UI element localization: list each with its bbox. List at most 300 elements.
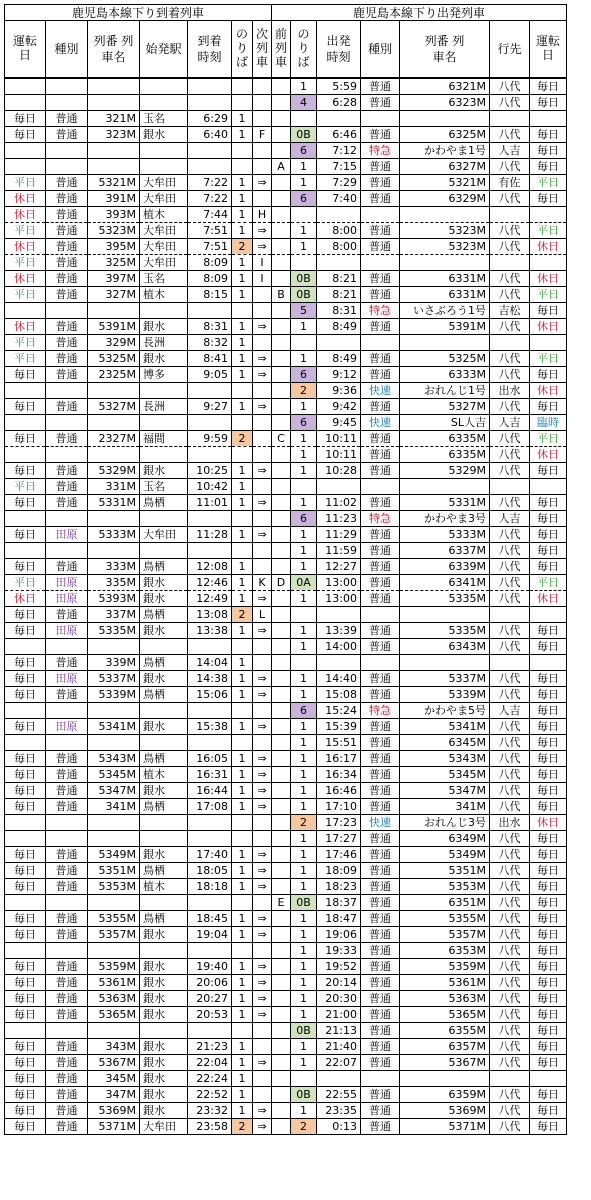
- table-row: [5, 1023, 567, 1039]
- dep-time-cell: 10:11: [317, 447, 361, 463]
- arr-train-cell: 5335M: [88, 623, 140, 639]
- dep-train-cell: [400, 111, 490, 127]
- dep-train-cell: [400, 607, 490, 623]
- dest-cell: 八代: [490, 831, 530, 847]
- dep-day-cell: 毎日: [530, 159, 567, 175]
- dep-day-cell: 毎日: [530, 895, 567, 911]
- next-train-cell: ⇒: [253, 671, 272, 687]
- dep-platform-cell: 2: [291, 383, 317, 399]
- next-train-cell: [253, 95, 272, 111]
- arr-train-cell: 5369M: [88, 1103, 140, 1119]
- arr-day-cell: [5, 639, 46, 655]
- dest-cell: [490, 1071, 530, 1087]
- arr-platform-cell: 1: [232, 783, 253, 799]
- dep-platform-cell: 6: [291, 703, 317, 719]
- dep-type-cell: 普通: [361, 783, 400, 799]
- dest-cell: 八代: [490, 911, 530, 927]
- arr-origin-cell: 鳥栖: [140, 655, 188, 671]
- dep-type-cell: 普通: [361, 719, 400, 735]
- arr-time-cell: 23:58: [188, 1119, 232, 1135]
- arr-train-cell: [88, 639, 140, 655]
- table-row: [5, 207, 567, 223]
- arr-time-cell: 7:44: [188, 207, 232, 223]
- arr-time-cell: [188, 735, 232, 751]
- dep-time-cell: 21:00: [317, 1007, 361, 1023]
- next-train-cell: ⇒: [253, 783, 272, 799]
- prev-train-cell: [272, 703, 291, 719]
- prev-train-cell: [272, 543, 291, 559]
- arr-day-cell: [5, 95, 46, 111]
- dep-type-cell: 普通: [361, 431, 400, 447]
- arr-train-cell: 5323M: [88, 223, 140, 239]
- prev-train-cell: [272, 191, 291, 207]
- arr-platform-cell: [232, 159, 253, 175]
- next-train-cell: [253, 191, 272, 207]
- dep-train-cell: 5359M: [400, 959, 490, 975]
- dep-type-cell: 普通: [361, 767, 400, 783]
- arr-train-cell: 5329M: [88, 463, 140, 479]
- next-train-cell: [253, 543, 272, 559]
- arr-type-cell: [46, 543, 88, 559]
- arr-train-cell: 335M: [88, 575, 140, 591]
- arr-train-cell: 339M: [88, 655, 140, 671]
- arr-type-cell: 普通: [46, 879, 88, 895]
- arr-time-cell: 7:51: [188, 239, 232, 255]
- arr-train-cell: 2325M: [88, 367, 140, 383]
- prev-train-cell: [272, 255, 291, 271]
- dep-day-cell: 毎日: [530, 831, 567, 847]
- dep-day-cell: 毎日: [530, 863, 567, 879]
- dep-time-cell: 18:37: [317, 895, 361, 911]
- hdr-arr-day: 運転日: [5, 21, 46, 79]
- arr-type-cell: 普通: [46, 863, 88, 879]
- table-row: [5, 863, 567, 879]
- dest-cell: 八代: [490, 527, 530, 543]
- arr-origin-cell: [140, 895, 188, 911]
- dep-day-cell: 毎日: [530, 1023, 567, 1039]
- dep-train-cell: 5367M: [400, 1055, 490, 1071]
- next-train-cell: [253, 383, 272, 399]
- dep-time-cell: 9:12: [317, 367, 361, 383]
- dep-platform-cell: 1: [291, 927, 317, 943]
- dep-platform-cell: 1: [291, 831, 317, 847]
- dep-platform-cell: [291, 111, 317, 127]
- arr-platform-cell: [232, 831, 253, 847]
- arr-day-cell: 毎日: [5, 975, 46, 991]
- arr-origin-cell: 鳥栖: [140, 607, 188, 623]
- dep-day-cell: [530, 335, 567, 351]
- arr-type-cell: 普通: [46, 367, 88, 383]
- dep-train-cell: 6355M: [400, 1023, 490, 1039]
- dep-type-cell: [361, 255, 400, 271]
- dep-type-cell: 普通: [361, 863, 400, 879]
- arr-day-cell: 休日: [5, 271, 46, 287]
- dep-platform-cell: 4: [291, 95, 317, 111]
- arr-platform-cell: [232, 943, 253, 959]
- arr-time-cell: 19:40: [188, 959, 232, 975]
- dest-cell: [490, 607, 530, 623]
- dep-time-cell: 8:00: [317, 223, 361, 239]
- dep-platform-cell: [291, 207, 317, 223]
- table-row: [5, 223, 567, 239]
- dest-cell: 八代: [490, 399, 530, 415]
- arr-day-cell: 毎日: [5, 1119, 46, 1135]
- prev-train-cell: [272, 1055, 291, 1071]
- dep-train-cell: 6321M: [400, 78, 490, 95]
- arr-platform-cell: 1: [232, 1103, 253, 1119]
- arr-platform-cell: 2: [232, 1119, 253, 1135]
- dep-time-cell: 7:29: [317, 175, 361, 191]
- arr-origin-cell: 大牟田: [140, 1119, 188, 1135]
- next-train-cell: [253, 735, 272, 751]
- table-row: [5, 191, 567, 207]
- table-row: [5, 991, 567, 1007]
- table-row: [5, 639, 567, 655]
- table-row: [5, 479, 567, 495]
- next-train-cell: [253, 447, 272, 463]
- arr-day-cell: 平日: [5, 335, 46, 351]
- arr-type-cell: [46, 1023, 88, 1039]
- dest-cell: 八代: [490, 671, 530, 687]
- dep-day-cell: [530, 207, 567, 223]
- dest-cell: 出水: [490, 815, 530, 831]
- dep-day-cell: 毎日: [530, 463, 567, 479]
- dep-type-cell: 普通: [361, 959, 400, 975]
- arr-platform-cell: 1: [232, 335, 253, 351]
- dep-time-cell: [317, 1071, 361, 1087]
- dep-train-cell: 5333M: [400, 527, 490, 543]
- arr-platform-cell: [232, 895, 253, 911]
- arr-time-cell: 23:32: [188, 1103, 232, 1119]
- dep-platform-cell: 1: [291, 687, 317, 703]
- arr-origin-cell: 銀水: [140, 575, 188, 591]
- dep-train-cell: 5351M: [400, 863, 490, 879]
- dep-train-cell: 5335M: [400, 623, 490, 639]
- dep-day-cell: 毎日: [530, 767, 567, 783]
- arr-day-cell: 毎日: [5, 719, 46, 735]
- arr-time-cell: 8:32: [188, 335, 232, 351]
- dep-time-cell: 8:21: [317, 287, 361, 303]
- dep-day-cell: 毎日: [530, 879, 567, 895]
- table-row: [5, 287, 567, 303]
- arr-day-cell: 毎日: [5, 1055, 46, 1071]
- next-train-cell: [253, 78, 272, 95]
- arr-type-cell: [46, 78, 88, 95]
- dep-type-cell: 普通: [361, 1007, 400, 1023]
- arr-time-cell: 13:38: [188, 623, 232, 639]
- next-train-cell: ⇒: [253, 1055, 272, 1071]
- arr-day-cell: 休日: [5, 191, 46, 207]
- dep-type-cell: 普通: [361, 559, 400, 575]
- arr-train-cell: 333M: [88, 559, 140, 575]
- arr-type-cell: 普通: [46, 751, 88, 767]
- table-row: [5, 559, 567, 575]
- arr-train-cell: 391M: [88, 191, 140, 207]
- prev-train-cell: [272, 591, 291, 607]
- arr-origin-cell: 銀水: [140, 351, 188, 367]
- arr-train-cell: 345M: [88, 1071, 140, 1087]
- dest-cell: 八代: [490, 1103, 530, 1119]
- arr-type-cell: [46, 895, 88, 911]
- prev-train-cell: [272, 319, 291, 335]
- arr-origin-cell: [140, 383, 188, 399]
- arr-day-cell: [5, 447, 46, 463]
- arr-type-cell: 普通: [46, 175, 88, 191]
- table-row: [5, 895, 567, 911]
- arr-platform-cell: 1: [232, 1071, 253, 1087]
- arr-day-cell: [5, 303, 46, 319]
- dep-time-cell: [317, 655, 361, 671]
- dep-train-cell: 6341M: [400, 575, 490, 591]
- arr-day-cell: 平日: [5, 287, 46, 303]
- prev-train-cell: [272, 479, 291, 495]
- next-train-cell: [253, 1039, 272, 1055]
- table-row: [5, 415, 567, 431]
- table-row: [5, 703, 567, 719]
- dep-train-cell: 5371M: [400, 1119, 490, 1135]
- arr-day-cell: 毎日: [5, 127, 46, 143]
- header-row: [5, 21, 567, 79]
- arr-origin-cell: 大牟田: [140, 255, 188, 271]
- dep-time-cell: 9:45: [317, 415, 361, 431]
- table-row: [5, 1119, 567, 1135]
- arr-platform-cell: 1: [232, 271, 253, 287]
- table-row: [5, 831, 567, 847]
- dep-train-cell: 6333M: [400, 367, 490, 383]
- dep-time-cell: 23:35: [317, 1103, 361, 1119]
- next-train-cell: ⇒: [253, 399, 272, 415]
- dep-time-cell: 22:55: [317, 1087, 361, 1103]
- arr-time-cell: 13:08: [188, 607, 232, 623]
- arr-origin-cell: 長洲: [140, 335, 188, 351]
- arr-platform-cell: 1: [232, 975, 253, 991]
- arr-day-cell: 休日: [5, 207, 46, 223]
- prev-train-cell: [272, 111, 291, 127]
- prev-train-cell: [272, 143, 291, 159]
- dep-time-cell: [317, 479, 361, 495]
- dep-type-cell: 普通: [361, 351, 400, 367]
- dep-day-cell: 毎日: [530, 303, 567, 319]
- arr-train-cell: 5353M: [88, 879, 140, 895]
- arr-time-cell: 16:31: [188, 767, 232, 783]
- dep-time-cell: 15:51: [317, 735, 361, 751]
- dep-platform-cell: 1: [291, 559, 317, 575]
- table-row: [5, 767, 567, 783]
- dest-cell: 有佐: [490, 175, 530, 191]
- arr-type-cell: 田原: [46, 671, 88, 687]
- prev-train-cell: [272, 1103, 291, 1119]
- arr-platform-cell: 1: [232, 1087, 253, 1103]
- dest-cell: [490, 335, 530, 351]
- next-train-cell: [253, 415, 272, 431]
- prev-train-cell: E: [272, 895, 291, 911]
- next-train-cell: ⇒: [253, 975, 272, 991]
- dep-day-cell: 毎日: [530, 783, 567, 799]
- dep-train-cell: おれんじ3号: [400, 815, 490, 831]
- arr-time-cell: 8:41: [188, 351, 232, 367]
- arr-origin-cell: [140, 943, 188, 959]
- dep-day-cell: [530, 479, 567, 495]
- dep-day-cell: 休日: [530, 271, 567, 287]
- arr-train-cell: 5393M: [88, 591, 140, 607]
- prev-train-cell: D: [272, 575, 291, 591]
- dep-platform-cell: 0A: [291, 575, 317, 591]
- dest-cell: 八代: [490, 639, 530, 655]
- arr-platform-cell: 1: [232, 175, 253, 191]
- dep-day-cell: 毎日: [530, 671, 567, 687]
- arr-day-cell: 毎日: [5, 111, 46, 127]
- table-row: [5, 735, 567, 751]
- dep-train-cell: 5343M: [400, 751, 490, 767]
- arr-platform-cell: 1: [232, 1007, 253, 1023]
- table-row: [5, 671, 567, 687]
- next-train-cell: ⇒: [253, 1103, 272, 1119]
- dep-type-cell: 普通: [361, 1055, 400, 1071]
- arr-platform-cell: 1: [232, 591, 253, 607]
- dep-platform-cell: 1: [291, 239, 317, 255]
- dep-time-cell: 9:36: [317, 383, 361, 399]
- next-train-cell: [253, 815, 272, 831]
- arr-origin-cell: 大牟田: [140, 223, 188, 239]
- arr-time-cell: 11:01: [188, 495, 232, 511]
- prev-train-cell: [272, 799, 291, 815]
- arr-origin-cell: 大牟田: [140, 527, 188, 543]
- next-train-cell: [253, 287, 272, 303]
- arr-origin-cell: 銀水: [140, 1055, 188, 1071]
- dep-time-cell: 21:13: [317, 1023, 361, 1039]
- arr-platform-cell: 1: [232, 127, 253, 143]
- dep-day-cell: 毎日: [530, 559, 567, 575]
- dep-day-cell: 休日: [530, 815, 567, 831]
- arr-train-cell: 5371M: [88, 1119, 140, 1135]
- arr-origin-cell: 大牟田: [140, 191, 188, 207]
- arr-time-cell: [188, 943, 232, 959]
- next-train-cell: H: [253, 207, 272, 223]
- arr-origin-cell: 長洲: [140, 399, 188, 415]
- table-row: [5, 751, 567, 767]
- table-row: [5, 511, 567, 527]
- hdr-arr-type: 種別: [46, 21, 88, 79]
- table-row: [5, 591, 567, 607]
- dest-cell: 八代: [490, 447, 530, 463]
- dep-type-cell: 普通: [361, 927, 400, 943]
- arr-origin-cell: 鳥栖: [140, 799, 188, 815]
- arr-platform-cell: [232, 511, 253, 527]
- dep-train-cell: 5363M: [400, 991, 490, 1007]
- hdr-dep-train: 列番 列車名: [400, 21, 490, 79]
- dest-cell: 八代: [490, 271, 530, 287]
- arr-train-cell: 337M: [88, 607, 140, 623]
- arr-day-cell: 毎日: [5, 527, 46, 543]
- arr-type-cell: 田原: [46, 575, 88, 591]
- table-row: [5, 847, 567, 863]
- dep-platform-cell: 1: [291, 735, 317, 751]
- dep-time-cell: 0:13: [317, 1119, 361, 1135]
- arr-type-cell: 普通: [46, 1007, 88, 1023]
- arr-day-cell: 毎日: [5, 847, 46, 863]
- prev-train-cell: [272, 783, 291, 799]
- dep-day-cell: 毎日: [530, 495, 567, 511]
- dep-type-cell: 普通: [361, 975, 400, 991]
- arr-type-cell: 普通: [46, 463, 88, 479]
- dest-cell: 八代: [490, 223, 530, 239]
- dep-type-cell: 快速: [361, 815, 400, 831]
- next-train-cell: [253, 479, 272, 495]
- dest-cell: 八代: [490, 735, 530, 751]
- next-train-cell: ⇒: [253, 751, 272, 767]
- dep-day-cell: 毎日: [530, 1055, 567, 1071]
- dest-cell: 八代: [490, 975, 530, 991]
- arr-type-cell: [46, 735, 88, 751]
- arr-day-cell: [5, 831, 46, 847]
- dep-type-cell: 普通: [361, 687, 400, 703]
- arr-platform-cell: 1: [232, 207, 253, 223]
- hdr-arr-origin: 始発駅: [140, 21, 188, 79]
- dep-train-cell: SL人吉: [400, 415, 490, 431]
- next-train-cell: [253, 895, 272, 911]
- arr-type-cell: 普通: [46, 687, 88, 703]
- next-train-cell: ⇒: [253, 239, 272, 255]
- arr-day-cell: 毎日: [5, 607, 46, 623]
- arr-day-cell: [5, 143, 46, 159]
- arr-time-cell: 12:46: [188, 575, 232, 591]
- arr-platform-cell: 1: [232, 527, 253, 543]
- hdr-dep-day: 運転日: [530, 21, 567, 79]
- prev-train-cell: [272, 943, 291, 959]
- arr-train-cell: 5359M: [88, 959, 140, 975]
- arr-day-cell: 休日: [5, 319, 46, 335]
- dep-day-cell: 休日: [530, 383, 567, 399]
- arr-type-cell: 普通: [46, 479, 88, 495]
- arr-train-cell: 397M: [88, 271, 140, 287]
- arr-type-cell: 普通: [46, 655, 88, 671]
- table-row: [5, 943, 567, 959]
- prev-train-cell: [272, 1039, 291, 1055]
- prev-train-cell: [272, 639, 291, 655]
- dep-type-cell: 普通: [361, 159, 400, 175]
- dep-type-cell: 普通: [361, 831, 400, 847]
- arr-train-cell: 5327M: [88, 399, 140, 415]
- prev-train-cell: [272, 1087, 291, 1103]
- dep-type-cell: 普通: [361, 735, 400, 751]
- arr-platform-cell: 1: [232, 863, 253, 879]
- dep-time-cell: 11:23: [317, 511, 361, 527]
- dest-cell: 八代: [490, 575, 530, 591]
- prev-train-cell: [272, 351, 291, 367]
- table-row: [5, 975, 567, 991]
- dep-time-cell: 5:59: [317, 78, 361, 95]
- arr-platform-cell: [232, 639, 253, 655]
- dep-type-cell: 普通: [361, 991, 400, 1007]
- dep-platform-cell: 1: [291, 1103, 317, 1119]
- dep-day-cell: 毎日: [530, 911, 567, 927]
- prev-train-cell: [272, 815, 291, 831]
- next-train-cell: ⇒: [253, 879, 272, 895]
- dest-cell: 八代: [490, 127, 530, 143]
- dep-train-cell: 5341M: [400, 719, 490, 735]
- arr-train-cell: 5351M: [88, 863, 140, 879]
- prev-train-cell: [272, 879, 291, 895]
- dep-train-cell: 6339M: [400, 559, 490, 575]
- dep-day-cell: 毎日: [530, 1103, 567, 1119]
- dep-day-cell: 毎日: [530, 943, 567, 959]
- dep-type-cell: [361, 1071, 400, 1087]
- arr-platform-cell: 1: [232, 655, 253, 671]
- dest-cell: [490, 479, 530, 495]
- dest-cell: 八代: [490, 719, 530, 735]
- arr-platform-cell: [232, 303, 253, 319]
- table-row: [5, 719, 567, 735]
